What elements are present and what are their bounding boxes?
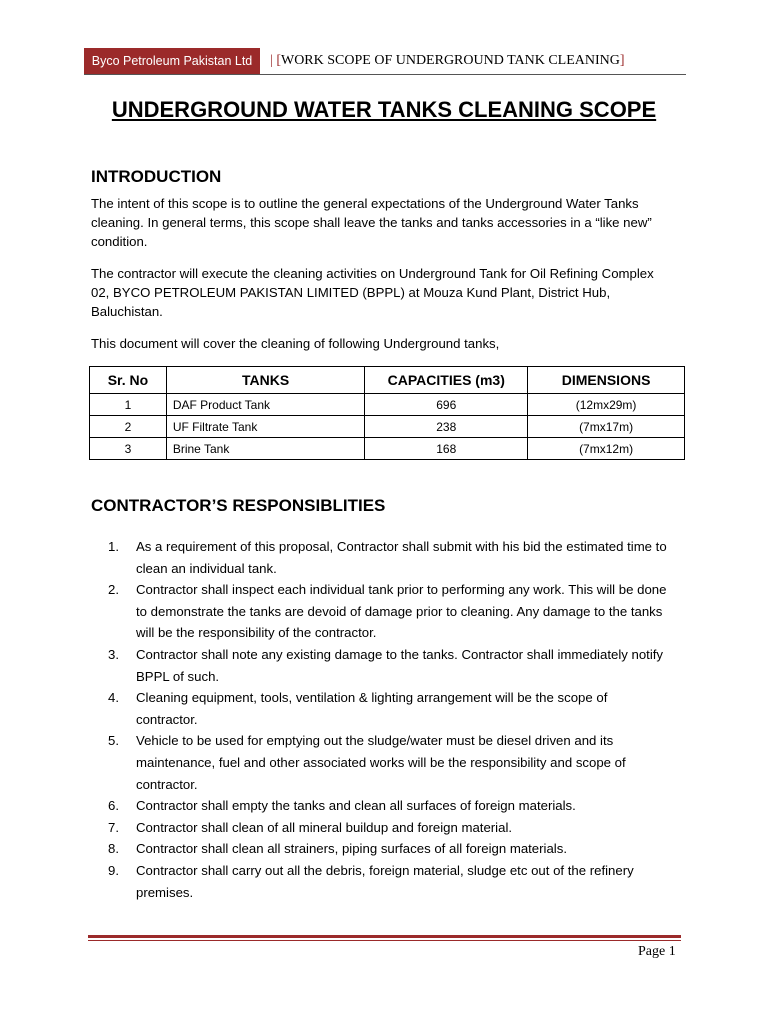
item-text: As a requirement of this proposal, Contractor shall submit with his bid the estimated time to clean an individual tank. bbox=[136, 539, 667, 576]
list-item bbox=[108, 730, 668, 795]
list-item bbox=[108, 795, 668, 817]
list-item bbox=[108, 579, 668, 644]
cell-sr-no: 2 bbox=[90, 416, 167, 438]
list-item bbox=[108, 817, 668, 839]
cell-tank: UF Filtrate Tank bbox=[166, 416, 365, 438]
list-item bbox=[108, 687, 668, 730]
header-sr-no: Sr. No bbox=[90, 367, 167, 394]
cell-tank: DAF Product Tank bbox=[166, 394, 365, 416]
cell-dimensions: (12mx29m) bbox=[528, 394, 685, 416]
list-item bbox=[108, 644, 668, 687]
footer-rule-thin bbox=[88, 940, 681, 941]
intro-paragraph-1: The intent of this scope is to outline the general expectations of the Underground Water Tanks cleaning. In general terms, this scope shall leave the tanks and tanks accessories in a “like new” condition. bbox=[91, 196, 652, 249]
tanks-table bbox=[89, 366, 685, 460]
item-text: Vehicle to be used for emptying out the sludge/water must be diesel driven and its maintenance, fuel and other associated works will be the responsibility and scope of contractor. bbox=[136, 733, 626, 792]
item-text: Contractor shall inspect each individual tank prior to performing any work. This will be done to demonstrate the tanks are devoid of damage prior to cleaning. Any damage to the tanks will be the responsibility of the contractor. bbox=[136, 582, 667, 641]
cell-sr-no: 3 bbox=[90, 438, 167, 460]
item-number: 5. bbox=[108, 733, 119, 749]
responsibilities-heading: CONTRACTOR’S RESPONSIBLITIES bbox=[91, 496, 386, 515]
item-text: Contractor shall note any existing damage to the tanks. Contractor shall immediately notify BPPL of such. bbox=[136, 646, 664, 684]
table-row bbox=[90, 438, 685, 460]
item-text: Contractor shall empty the tanks and clean all surfaces of foreign materials. bbox=[136, 798, 576, 814]
cell-dimensions: (7mx17m) bbox=[528, 416, 685, 438]
company-name-box bbox=[84, 48, 260, 74]
cell-capacity: 696 bbox=[365, 394, 528, 416]
list-item bbox=[108, 860, 668, 903]
page-header bbox=[84, 48, 686, 76]
introduction-heading: INTRODUCTION bbox=[91, 167, 222, 186]
item-text: Contractor shall clean of all mineral buildup and foreign material. bbox=[136, 819, 513, 835]
header-bracket-open: [ bbox=[276, 53, 281, 68]
header-title bbox=[270, 53, 625, 69]
intro-paragraph-2: The contractor will execute the cleaning activities on Underground Tank for Oil Refining Complex 02, BYCO PETROLEUM PAKISTAN LIMITED (BPPL) at Mouza Kund Plant, District Hub, Baluchistan. bbox=[91, 266, 654, 319]
item-number: 9. bbox=[108, 862, 119, 878]
item-number: 6. bbox=[108, 798, 119, 814]
page-number: Page 1 bbox=[638, 944, 676, 959]
item-number: 8. bbox=[108, 841, 119, 857]
cell-capacity: 168 bbox=[365, 438, 528, 460]
header-rule bbox=[84, 74, 686, 75]
item-number: 3. bbox=[108, 646, 119, 662]
table-row bbox=[90, 416, 685, 438]
header-bracket-close: ] bbox=[619, 53, 625, 68]
item-number: 2. bbox=[108, 582, 119, 598]
header-separator: | bbox=[270, 53, 273, 68]
intro-paragraph-3: This document will cover the cleaning of following Underground tanks, bbox=[91, 336, 500, 351]
table-header-row bbox=[90, 367, 685, 394]
cell-tank: Brine Tank bbox=[166, 438, 365, 460]
header-title-text: WORK SCOPE OF UNDERGROUND TANK CLEANING bbox=[280, 53, 620, 68]
item-number: 1. bbox=[108, 539, 119, 554]
header-tanks: TANKS bbox=[166, 367, 365, 394]
item-number: 7. bbox=[108, 819, 119, 835]
item-text: Contractor shall clean all strainers, piping surfaces of all foreign materials. bbox=[136, 841, 567, 857]
footer-rule-thick bbox=[88, 935, 681, 938]
cell-capacity: 238 bbox=[365, 416, 528, 438]
item-text: Contractor shall carry out all the debris, foreign material, sludge etc out of the refinery premises. bbox=[136, 862, 634, 900]
responsibilities-list bbox=[108, 536, 668, 903]
item-number: 4. bbox=[108, 690, 119, 706]
list-item bbox=[108, 536, 668, 579]
document-title: UNDERGROUND WATER TANKS CLEANING SCOPE bbox=[111, 97, 657, 122]
header-dimensions: DIMENSIONS bbox=[528, 367, 685, 394]
cell-sr-no: 1 bbox=[90, 394, 167, 416]
list-item bbox=[108, 838, 668, 860]
cell-dimensions: (7mx12m) bbox=[528, 438, 685, 460]
table-row bbox=[90, 394, 685, 416]
company-name: Byco Petroleum Pakistan Ltd bbox=[91, 54, 253, 68]
item-text: Cleaning equipment, tools, ventilation & lighting arrangement will be the scope of contractor. bbox=[136, 690, 608, 727]
header-capacities: CAPACITIES (m3) bbox=[365, 367, 528, 394]
